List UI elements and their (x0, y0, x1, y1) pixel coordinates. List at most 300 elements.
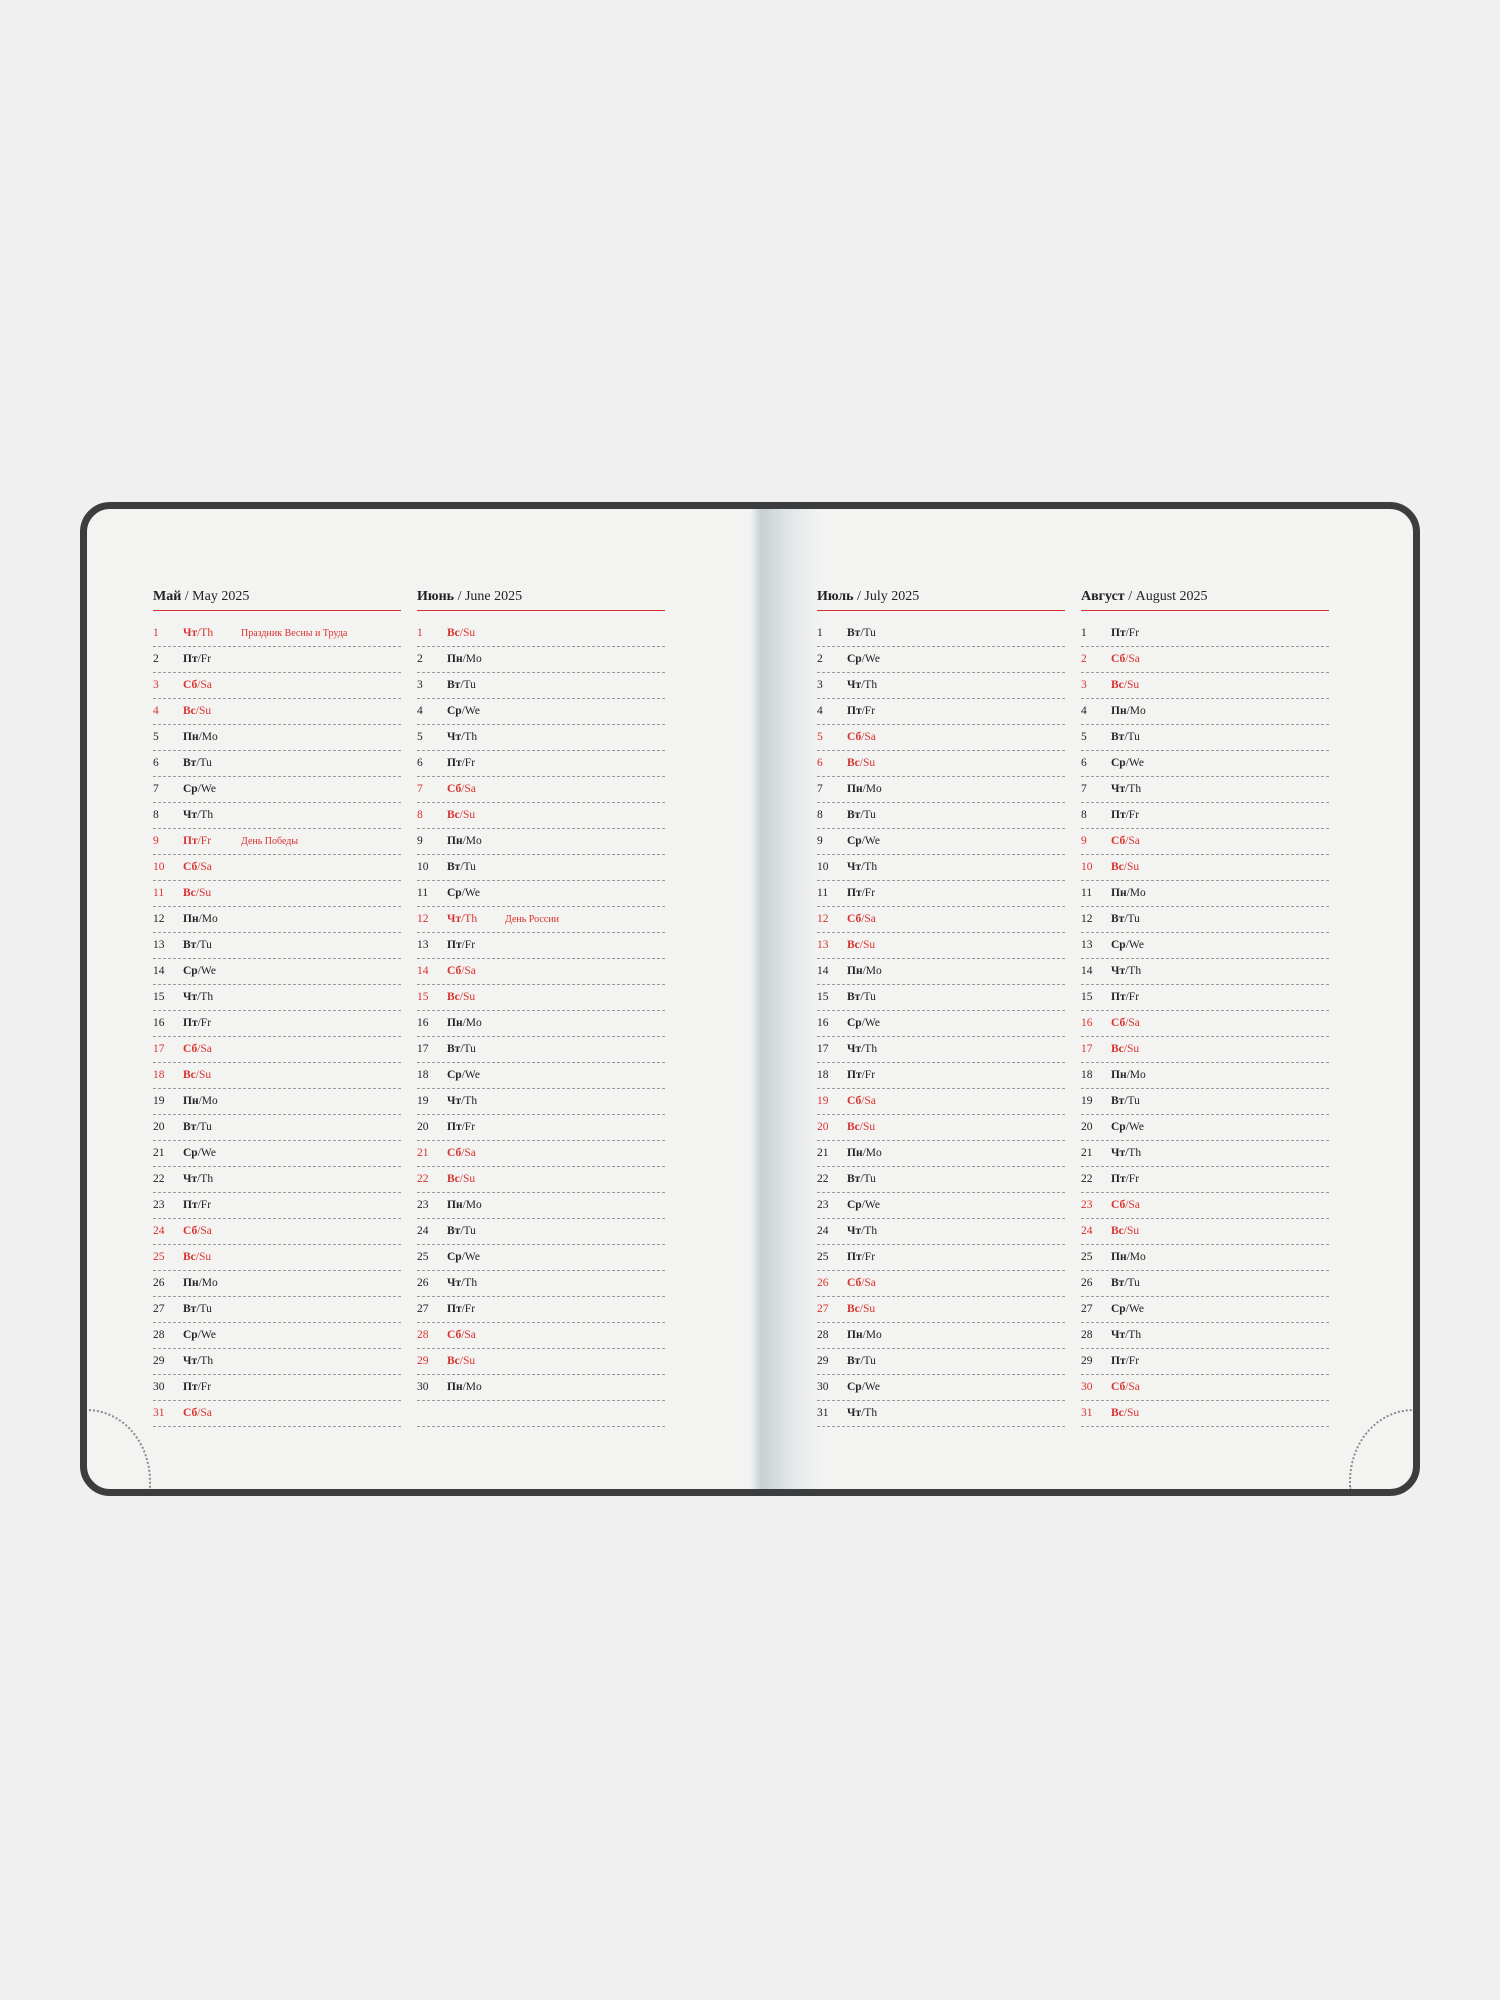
weekday-en: /We (861, 1199, 880, 1211)
holiday-note: День России (505, 914, 559, 925)
day-row (417, 1245, 665, 1271)
weekday (447, 913, 477, 925)
weekday-en: /Su (195, 705, 212, 717)
weekday-en: /Fr (1125, 1355, 1140, 1367)
day-row (417, 1349, 665, 1375)
weekday (1111, 679, 1139, 691)
weekday (183, 809, 213, 821)
day-number: 3 (153, 679, 159, 691)
day-number: 17 (817, 1043, 829, 1055)
day-row (817, 829, 1065, 855)
day-row (417, 751, 665, 777)
day-number: 15 (817, 991, 829, 1003)
weekday-en: /Th (197, 991, 214, 1003)
day-number: 28 (1081, 1329, 1093, 1341)
day-row (417, 1297, 665, 1323)
weekday (447, 835, 482, 847)
weekday (847, 1121, 875, 1133)
weekday-en: /Mo (462, 835, 482, 847)
day-row (1081, 933, 1329, 959)
weekday-ru: Ср (183, 1329, 198, 1341)
day-row (817, 985, 1065, 1011)
weekday-en: /We (197, 1329, 216, 1341)
day-number: 1 (417, 627, 423, 639)
day-number: 9 (417, 835, 423, 847)
weekday-en: /Sa (1125, 1017, 1140, 1029)
weekday-en: /Mo (198, 1277, 218, 1289)
weekday (183, 783, 216, 795)
day-row (153, 1193, 401, 1219)
day-number: 24 (417, 1225, 429, 1237)
weekday-en: /Mo (862, 1329, 882, 1341)
weekday (847, 731, 876, 743)
weekday-ru: Сб (183, 1043, 198, 1055)
weekday-en: /We (461, 887, 480, 899)
weekday-en: /Th (461, 913, 478, 925)
day-row (417, 1323, 665, 1349)
weekday (183, 653, 211, 665)
weekday-ru: Сб (183, 861, 198, 873)
weekday (1111, 757, 1144, 769)
weekday-ru: Сб (447, 965, 462, 977)
weekday (183, 1355, 213, 1367)
day-row (1081, 1037, 1329, 1063)
day-number: 27 (417, 1303, 429, 1315)
day-number: 26 (817, 1277, 829, 1289)
day-number: 13 (817, 939, 829, 951)
day-row (1081, 985, 1329, 1011)
weekday-ru: Пт (847, 705, 862, 717)
weekday (847, 1043, 877, 1055)
day-number: 11 (817, 887, 829, 899)
weekday-ru: Вт (847, 627, 861, 639)
weekday (847, 653, 880, 665)
weekday-ru: Ср (183, 965, 198, 977)
weekday-ru: Пн (447, 653, 463, 665)
weekday-en: /Fr (861, 1069, 876, 1081)
day-number: 21 (817, 1147, 829, 1159)
day-number: 29 (417, 1355, 429, 1367)
weekday (847, 1147, 882, 1159)
weekday-en: /Tu (860, 627, 876, 639)
weekday-en: /We (1125, 1121, 1144, 1133)
weekday-ru: Пт (1111, 627, 1126, 639)
weekday-en: /Fr (461, 1303, 476, 1315)
weekday-en: /Su (1123, 1407, 1140, 1419)
day-number: 18 (153, 1069, 165, 1081)
weekday-en: /Fr (861, 1251, 876, 1263)
weekday (447, 653, 482, 665)
day-row (153, 855, 401, 881)
weekday (183, 1381, 211, 1393)
weekday-ru: Вт (1111, 731, 1125, 743)
day-number: 23 (817, 1199, 829, 1211)
weekday (447, 1017, 482, 1029)
weekday (183, 757, 212, 769)
day-number: 17 (1081, 1043, 1093, 1055)
day-row (817, 1375, 1065, 1401)
day-row (1081, 1271, 1329, 1297)
day-row (817, 1193, 1065, 1219)
weekday (447, 991, 475, 1003)
weekday-en: /Su (459, 809, 476, 821)
weekday-ru: Пн (447, 1199, 463, 1211)
day-number: 15 (153, 991, 165, 1003)
weekday-ru: Пт (1111, 1355, 1126, 1367)
weekday-en: /Su (195, 1069, 212, 1081)
day-number: 13 (417, 939, 429, 951)
weekday (447, 939, 475, 951)
weekday-ru: Вс (447, 809, 460, 821)
day-number: 31 (1081, 1407, 1093, 1419)
weekday (183, 731, 218, 743)
day-row (417, 621, 665, 647)
weekday (183, 1199, 211, 1211)
weekday-ru: Пт (847, 887, 862, 899)
weekday-ru: Вс (447, 627, 460, 639)
day-number: 16 (1081, 1017, 1093, 1029)
weekday-en: /We (461, 1251, 480, 1263)
weekday (183, 1095, 218, 1107)
day-number: 5 (817, 731, 823, 743)
weekday (447, 1329, 476, 1341)
weekday-ru: Пн (847, 783, 863, 795)
day-row (1081, 829, 1329, 855)
day-number: 30 (1081, 1381, 1093, 1393)
weekday-ru: Пн (447, 835, 463, 847)
weekday-ru: Пт (447, 1303, 462, 1315)
weekday (447, 783, 476, 795)
weekday (447, 1043, 476, 1055)
day-row (1081, 1089, 1329, 1115)
weekday-en: /We (461, 1069, 480, 1081)
weekday-en: /Fr (197, 835, 212, 847)
weekday (183, 887, 211, 899)
weekday-ru: Пн (183, 1277, 199, 1289)
day-row (417, 803, 665, 829)
day-row (153, 621, 401, 647)
day-row (153, 1349, 401, 1375)
weekday-ru: Пн (847, 1147, 863, 1159)
holiday-note: День Победы (241, 836, 299, 847)
day-row (153, 985, 401, 1011)
day-row (817, 907, 1065, 933)
weekday-en: /Su (1123, 1043, 1140, 1055)
day-row (153, 959, 401, 985)
weekday-en: /Tu (196, 757, 212, 769)
day-row (153, 881, 401, 907)
weekday-ru: Чт (847, 1043, 862, 1055)
weekday (847, 705, 875, 717)
month-august (1081, 587, 1329, 1427)
weekday (847, 861, 877, 873)
weekday-en: /We (1125, 939, 1144, 951)
weekday-en: /Mo (462, 1017, 482, 1029)
day-number: 29 (1081, 1355, 1093, 1367)
day-list (417, 621, 665, 1427)
weekday (447, 627, 475, 639)
day-number: 3 (417, 679, 423, 691)
weekday-ru: Сб (1111, 1199, 1126, 1211)
day-row (817, 1219, 1065, 1245)
day-number: 4 (817, 705, 823, 717)
weekday-ru: Ср (447, 887, 462, 899)
day-number: 15 (1081, 991, 1093, 1003)
weekday-ru: Сб (847, 913, 862, 925)
weekday (447, 1303, 475, 1315)
weekday-ru: Вс (1111, 1225, 1124, 1237)
day-row (153, 1271, 401, 1297)
weekday-en: /Fr (1125, 809, 1140, 821)
day-row (817, 933, 1065, 959)
day-number: 24 (817, 1225, 829, 1237)
weekday-ru: Вс (1111, 679, 1124, 691)
weekday (847, 757, 875, 769)
weekday-en: /Mo (862, 1147, 882, 1159)
day-row (153, 1089, 401, 1115)
weekday (1111, 1147, 1141, 1159)
weekday (1111, 809, 1139, 821)
weekday (183, 835, 211, 847)
weekday-ru: Чт (183, 991, 198, 1003)
weekday-en: /Sa (1125, 835, 1140, 847)
day-number: 25 (417, 1251, 429, 1263)
weekday-en: /Su (459, 1173, 476, 1185)
weekday-ru: Ср (447, 1251, 462, 1263)
weekday (847, 1173, 876, 1185)
weekday (183, 1407, 212, 1419)
weekday-ru: Сб (1111, 835, 1126, 847)
day-row (1081, 1141, 1329, 1167)
day-number: 14 (817, 965, 829, 977)
day-number: 6 (1081, 757, 1087, 769)
weekday-ru: Вт (847, 1173, 861, 1185)
day-row (153, 751, 401, 777)
weekday (1111, 939, 1144, 951)
weekday-en: /Sa (1125, 653, 1140, 665)
weekday-en: /Mo (1126, 1251, 1146, 1263)
weekday-ru: Вс (1111, 1407, 1124, 1419)
day-row (1081, 1219, 1329, 1245)
weekday-en: /Mo (1126, 1069, 1146, 1081)
day-number: 23 (153, 1199, 165, 1211)
weekday (447, 757, 475, 769)
day-number: 12 (817, 913, 829, 925)
weekday-ru: Ср (847, 653, 862, 665)
weekday-ru: Пн (447, 1017, 463, 1029)
weekday (447, 887, 480, 899)
day-number: 28 (417, 1329, 429, 1341)
weekday-ru: Вс (847, 1121, 860, 1133)
weekday-ru: Пт (847, 1069, 862, 1081)
weekday (447, 1121, 475, 1133)
weekday-en: /We (861, 1017, 880, 1029)
weekday-ru: Пт (183, 835, 198, 847)
weekday-en: /Fr (197, 1017, 212, 1029)
day-row (817, 855, 1065, 881)
day-number: 31 (817, 1407, 829, 1419)
day-number: 30 (817, 1381, 829, 1393)
weekday-en: /Su (459, 627, 476, 639)
weekday-ru: Вс (183, 705, 196, 717)
weekday-en: /Sa (1125, 1381, 1140, 1393)
day-row (817, 1167, 1065, 1193)
weekday-en: /Tu (1124, 731, 1140, 743)
day-number: 30 (417, 1381, 429, 1393)
weekday (1111, 705, 1146, 717)
weekday-ru: Сб (183, 679, 198, 691)
day-number: 25 (153, 1251, 165, 1263)
day-row (417, 647, 665, 673)
day-row (1081, 1297, 1329, 1323)
weekday (847, 1277, 876, 1289)
weekday (447, 1095, 477, 1107)
month-title-ru: Май (153, 589, 182, 604)
day-row (417, 1141, 665, 1167)
weekday-en: /Tu (1124, 1095, 1140, 1107)
day-row (417, 777, 665, 803)
day-row (817, 1245, 1065, 1271)
day-row (153, 1375, 401, 1401)
day-row (1081, 1323, 1329, 1349)
weekday (183, 991, 213, 1003)
day-number: 4 (153, 705, 159, 717)
weekday-ru: Вс (1111, 1043, 1124, 1055)
day-row (1081, 1401, 1329, 1427)
weekday (1111, 1277, 1140, 1289)
day-number: 19 (417, 1095, 429, 1107)
weekday-ru: Ср (447, 705, 462, 717)
day-number: 28 (817, 1329, 829, 1341)
day-row (417, 1271, 665, 1297)
day-number: 22 (153, 1173, 165, 1185)
day-row (1081, 803, 1329, 829)
weekday-en: /Mo (462, 653, 482, 665)
weekday-ru: Чт (1111, 965, 1126, 977)
weekday-en: /Su (1123, 1225, 1140, 1237)
day-number: 18 (1081, 1069, 1093, 1081)
weekday-ru: Чт (1111, 1329, 1126, 1341)
weekday-en: /Sa (861, 913, 876, 925)
day-row (1081, 907, 1329, 933)
day-row (417, 1219, 665, 1245)
weekday (847, 1251, 875, 1263)
day-row (417, 1037, 665, 1063)
weekday (847, 991, 876, 1003)
weekday (1111, 731, 1140, 743)
day-row (417, 1193, 665, 1219)
day-number: 14 (153, 965, 165, 977)
weekday-en: /We (197, 1147, 216, 1159)
weekday-en: /Mo (1126, 887, 1146, 899)
weekday-ru: Пн (447, 1381, 463, 1393)
day-number: 5 (153, 731, 159, 743)
weekday-en: /Su (459, 991, 476, 1003)
day-number: 30 (153, 1381, 165, 1393)
weekday-en: /Tu (460, 1225, 476, 1237)
weekday (847, 1069, 875, 1081)
weekday (183, 679, 212, 691)
weekday-ru: Вс (1111, 861, 1124, 873)
weekday (1111, 653, 1140, 665)
weekday-ru: Ср (847, 1199, 862, 1211)
day-row (1081, 751, 1329, 777)
weekday-en: /We (861, 1381, 880, 1393)
weekday-ru: Пн (183, 731, 199, 743)
day-row (817, 673, 1065, 699)
weekday-en: /Sa (197, 1043, 212, 1055)
weekday-en: /Tu (196, 1303, 212, 1315)
weekday-en: /Th (861, 679, 878, 691)
day-row (153, 1063, 401, 1089)
day-number: 29 (153, 1355, 165, 1367)
weekday-ru: Пт (1111, 809, 1126, 821)
weekday (1111, 783, 1141, 795)
day-row (153, 777, 401, 803)
weekday-ru: Ср (1111, 757, 1126, 769)
day-row (417, 1375, 665, 1401)
weekday-en: /Su (859, 939, 876, 951)
weekday (847, 1095, 876, 1107)
weekday (447, 679, 476, 691)
day-row (817, 1141, 1065, 1167)
day-number: 20 (417, 1121, 429, 1133)
weekday-ru: Вс (847, 1303, 860, 1315)
month-title (153, 587, 401, 611)
weekday-en: /We (461, 705, 480, 717)
day-row (817, 881, 1065, 907)
day-number: 7 (1081, 783, 1087, 795)
weekday (447, 705, 480, 717)
weekday-ru: Вс (447, 991, 460, 1003)
weekday-en: /Tu (860, 991, 876, 1003)
day-row (417, 985, 665, 1011)
weekday (847, 1407, 877, 1419)
weekday-ru: Пн (1111, 887, 1127, 899)
weekday-en: /Sa (197, 861, 212, 873)
weekday-en: /Sa (197, 1225, 212, 1237)
weekday (1111, 1121, 1144, 1133)
weekday-ru: Вт (447, 679, 461, 691)
weekday-en: /Mo (862, 965, 882, 977)
weekday (183, 1251, 211, 1263)
day-row (817, 1401, 1065, 1427)
day-row (817, 1115, 1065, 1141)
weekday-ru: Пн (847, 965, 863, 977)
weekday-en: /Mo (198, 913, 218, 925)
day-number: 19 (153, 1095, 165, 1107)
weekday-ru: Пт (1111, 991, 1126, 1003)
day-number: 31 (153, 1407, 165, 1419)
weekday-ru: Чт (847, 1407, 862, 1419)
weekday-ru: Пн (1111, 1251, 1127, 1263)
weekday-en: /Th (1125, 965, 1142, 977)
day-number: 26 (153, 1277, 165, 1289)
weekday-ru: Пн (847, 1329, 863, 1341)
month-title (817, 587, 1065, 611)
day-number: 9 (817, 835, 823, 847)
weekday-en: /Tu (460, 679, 476, 691)
weekday (1111, 1095, 1140, 1107)
day-number: 2 (417, 653, 423, 665)
weekday (183, 1173, 213, 1185)
weekday-en: /Tu (460, 861, 476, 873)
day-number: 11 (417, 887, 429, 899)
weekday-ru: Вс (183, 1251, 196, 1263)
weekday-ru: Чт (1111, 1147, 1126, 1159)
weekday-en: /Sa (461, 965, 476, 977)
weekday-ru: Чт (183, 809, 198, 821)
